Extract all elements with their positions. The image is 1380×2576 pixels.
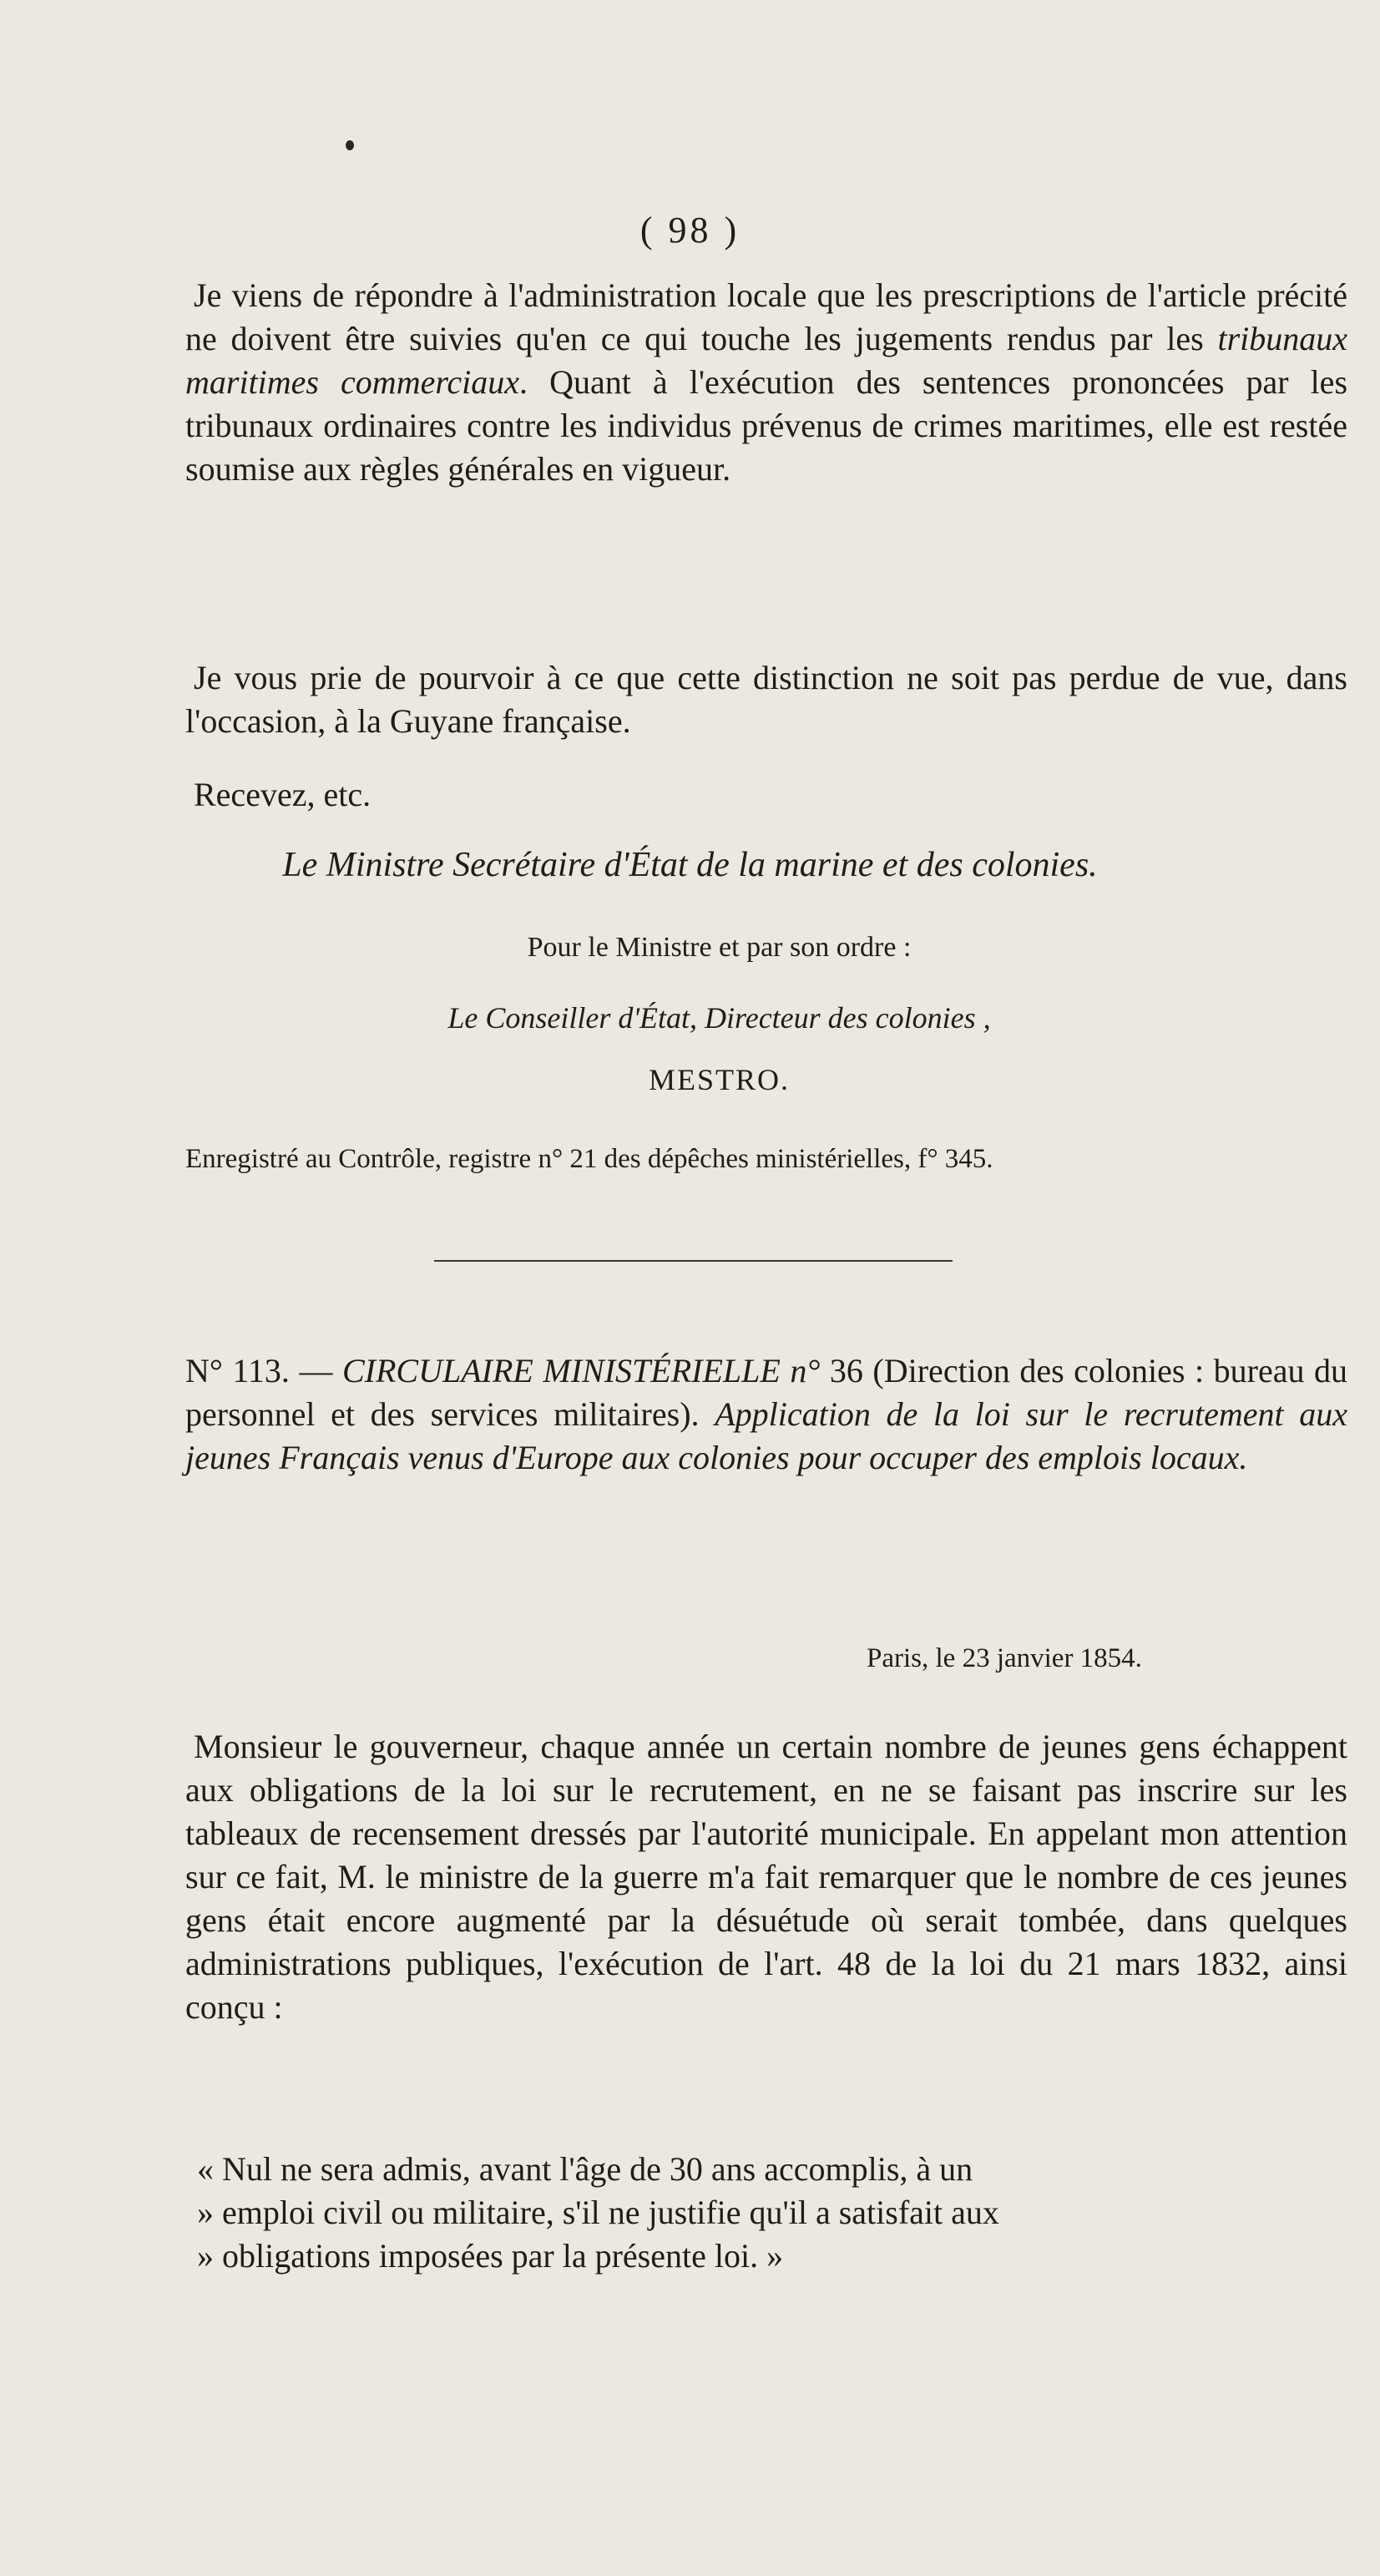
ink-spot [346, 140, 354, 150]
circular-subject: Application de la loi sur le recrutement aux jeunes Français venus d'Europe aux colonies pour occuper des emplois locaux. [185, 1395, 1348, 1476]
para1-text-c: . Quant à l'exécution des sentences prononcées par les tribunaux ordinaires contre les individus prévenus de crimes maritimes, elle est restée soumise aux règles générales en vigueur. [185, 363, 1348, 488]
dateline: Paris, le 23 janvier 1854. [867, 1643, 1142, 1673]
signer-title: Le Conseiller d'État, Directeur des colonies , [447, 1001, 991, 1035]
para1-text-b: tribunaux maritimes commerciaux [185, 320, 1347, 401]
para1-text-a: Je viens de répondre à l'administration locale que les prescriptions de l'article précité ne doivent être suivies qu'en ce qui touche les jugements rendus par les [185, 276, 1347, 357]
paragraph-guyane [185, 656, 1347, 743]
quote-line-1: « Nul ne sera admis, avant l'âge de 30 ans accomplis, à un [197, 2150, 973, 2188]
circular-body [185, 1725, 1347, 2029]
circular-direction: 36 (Direction des colonies : bureau du personnel et des services militaires). [185, 1352, 1348, 1433]
section-divider [434, 1260, 953, 1262]
circular-title: CIRCULAIRE MINISTÉRIELLE n° [342, 1352, 830, 1389]
circular-body-text: Monsieur le gouverneur, chaque année un certain nombre de jeunes gens échappent aux obligations de la loi sur le recrutement, en ne se faisant pas inscrire sur les tableaux de recensement dressés par l'autorité municipale. En appelant mon attention sur ce fait, M. le ministre de la guerre m'a fait remarquer que le nombre de ces jeunes gens était encore augmenté par la désuétude où serait tombée, dans quelques administrations publiques, l'exécution de l'art. 48 de la loi du 21 mars 1832, ainsi conçu : [185, 1728, 1347, 2026]
signature-title: Le Ministre Secrétaire d'État de la marine et des colonies. [282, 846, 1098, 884]
para2-text: Je vous prie de pourvoir à ce que cette distinction ne soit pas perdue de vue, dans l'occasion, à la Guyane française. [185, 659, 1347, 740]
by-order-line: Pour le Ministre et par son ordre : [527, 932, 912, 963]
paragraph-prescriptions [185, 274, 1347, 491]
page-number: ( 98 ) [639, 210, 741, 251]
circular-number: N° 113. — [185, 1352, 342, 1389]
signer-name: MESTRO. [648, 1063, 791, 1096]
closing-line: Recevez, etc. [194, 776, 372, 813]
circular-header [185, 1349, 1347, 1480]
registration-note: Enregistré au Contrôle, registre n° 21 des dépêches ministérielles, f° 345. [185, 1144, 993, 1174]
quote-line-3: » obligations imposées par la présente loi. » [197, 2237, 784, 2275]
quote-line-2: » emploi civil ou militaire, s'il ne justifie qu'il a satisfait aux [197, 2194, 999, 2231]
